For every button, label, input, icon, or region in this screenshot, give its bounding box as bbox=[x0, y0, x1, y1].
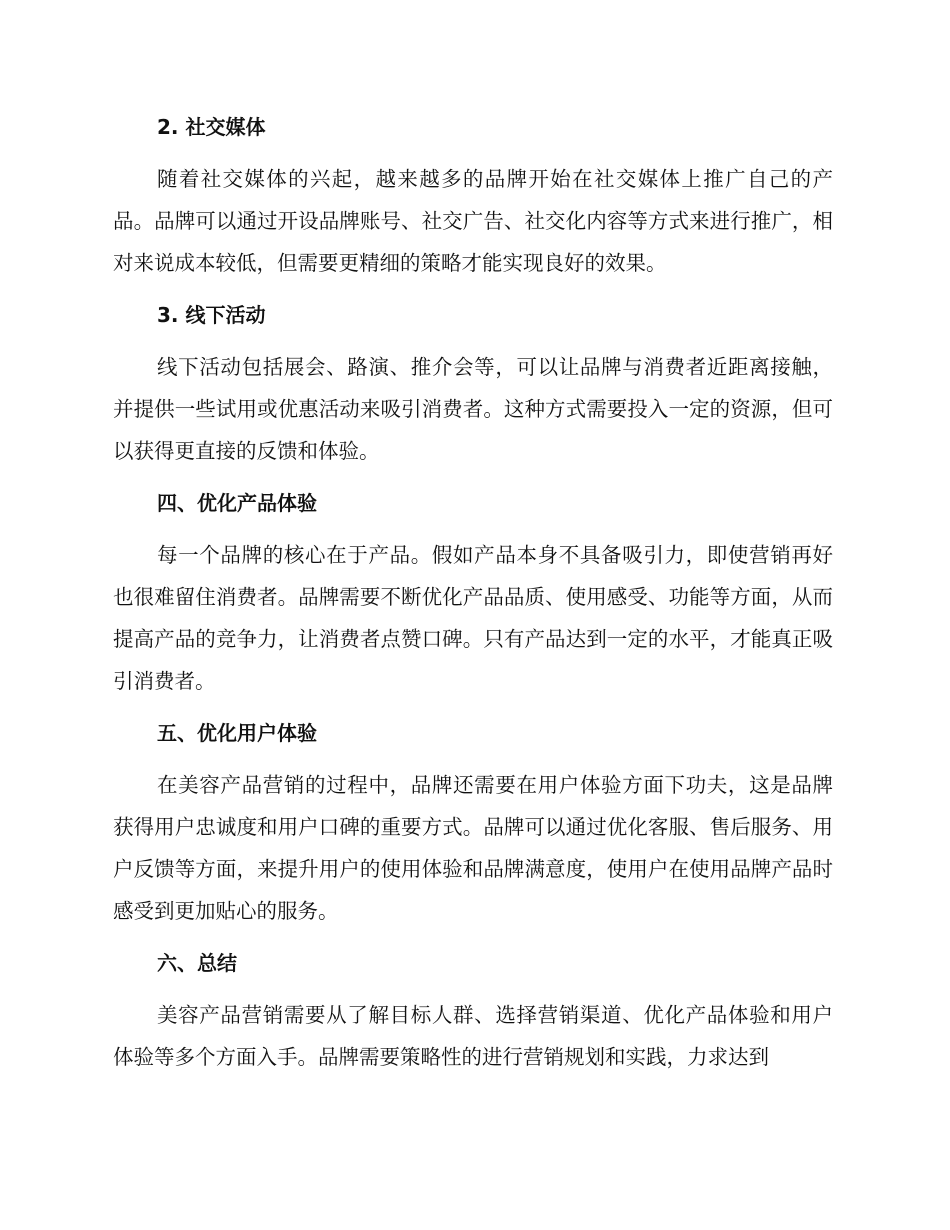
paragraph-product-experience: 每一个品牌的核心在于产品。假如产品本身不具备吸引力，即使营销再好也很难留住消费者。品牌需要不断优化产品品质、使用感受、功能等方面，从而提高产品的竞争力，让消费者点赞口碑。只有产品达到一定的水平，才能真正吸引消费者。 bbox=[113, 543, 833, 693]
paragraph-offline-events: 线下活动包括展会、路演、推介会等，可以让品牌与消费者近距离接触，并提供一些试用或优惠活动来吸引消费者。这种方式需要投入一定的资源，但可以获得更直接的反馈和体验。 bbox=[113, 355, 833, 463]
section-heading-offline-events: 3. 线下活动 bbox=[157, 303, 266, 327]
document-page bbox=[113, 106, 833, 1088]
paragraph-summary: 美容产品营销需要从了解目标人群、选择营销渠道、优化产品体验和用户体验等多个方面入手。品牌需要策略性的进行营销规划和实践，力求达到 bbox=[113, 1003, 833, 1069]
section-heading-user-experience: 五、优化用户体验 bbox=[157, 721, 317, 745]
section-heading-product-experience: 四、优化产品体验 bbox=[157, 491, 317, 515]
paragraph-social-media: 随着社交媒体的兴起，越来越多的品牌开始在社交媒体上推广自己的产品。品牌可以通过开设品牌账号、社交广告、社交化内容等方式来进行推广，相对来说成本较低，但需要更精细的策略才能实现良好的效果。 bbox=[113, 167, 833, 275]
section-heading-summary: 六、总结 bbox=[157, 951, 237, 975]
section-heading-social-media: 2. 社交媒体 bbox=[157, 115, 266, 139]
paragraph-user-experience: 在美容产品营销的过程中，品牌还需要在用户体验方面下功夫，这是品牌获得用户忠诚度和用户口碑的重要方式。品牌可以通过优化客服、售后服务、用户反馈等方面，来提升用户的使用体验和品牌满意度，使用户在使用品牌产品时感受到更加贴心的服务。 bbox=[113, 773, 833, 923]
